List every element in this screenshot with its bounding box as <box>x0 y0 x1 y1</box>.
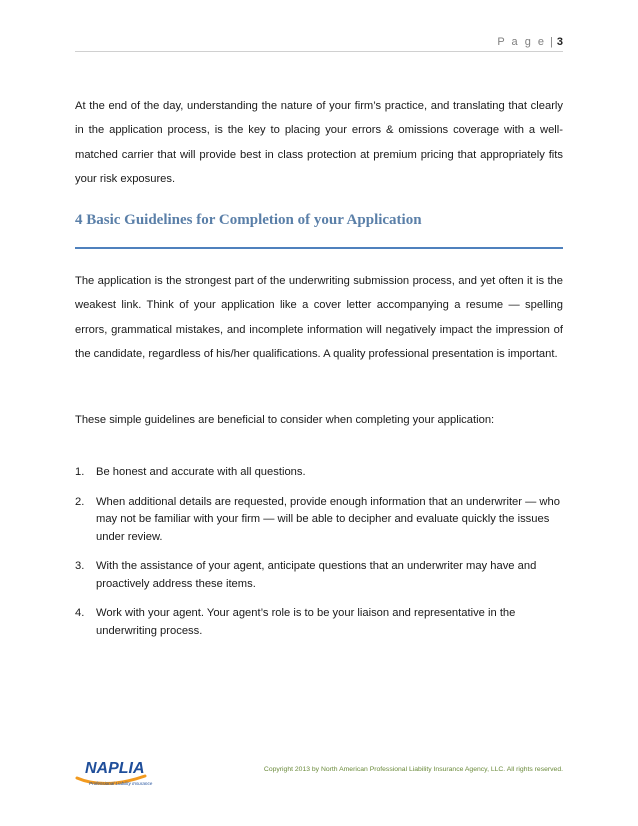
heading-divider <box>75 247 563 249</box>
page-label: P a g e <box>497 36 547 48</box>
list-item <box>75 464 563 482</box>
list-item-text: Be honest and accurate with all questions. <box>96 466 306 478</box>
intro-paragraph: At the end of the day, understanding the nature of your firm’s practice, and translating that clearly in the application process, is the key to placing your errors & omissions coverage with a well-matched carrier that will provide best in class protection at premium pricing that appropriately fits your risk exposures. <box>75 100 563 186</box>
list-item-text: With the assistance of your agent, anticipate questions that an underwriter may have and proactively address these items. <box>96 560 537 590</box>
naplia-logo <box>75 756 170 788</box>
copyright-notice: Copyright 2013 by North American Professional Liability Insurance Agency, LLC. All rights reserved. <box>263 766 563 773</box>
list-item-text: When additional details are requested, provide enough information that an underwriter — who may not be familiar with your firm — will be able to decipher and evaluate quickly the issues under review. <box>96 495 560 543</box>
list-item-number: 1. <box>75 466 85 478</box>
page-number: 3 <box>556 36 563 48</box>
logo-text: NAPLIA <box>85 760 145 777</box>
section-heading: 4 Basic Guidelines for Completion of your Application <box>75 212 422 228</box>
list-item <box>75 605 563 640</box>
header-divider <box>75 51 563 52</box>
page-header <box>497 36 563 48</box>
logo-tagline: Professional Liability Insurance <box>89 781 153 786</box>
guidelines-list <box>75 464 563 652</box>
list-item-text: Work with your agent. Your agent’s role is to be your liaison and representative in the underwriting process. <box>96 607 516 637</box>
list-item-number: 4. <box>75 607 85 619</box>
list-item <box>75 494 563 547</box>
page-separator: | <box>550 36 555 48</box>
list-item-number: 2. <box>75 495 85 508</box>
section-paragraph: The application is the strongest part of the underwriting submission process, and yet often it is the weakest link. Think of your application like a cover letter accompanying a resume — spelling errors, grammatical mistakes, and incomplete information will negatively impact the impression of the candidate, regardless of his/her qualifications. A quality professional presentation is important. <box>75 275 563 361</box>
guidelines-lead-in: These simple guidelines are beneficial to consider when completing your application: <box>75 414 495 426</box>
list-item <box>75 558 563 593</box>
list-item-number: 3. <box>75 560 85 572</box>
